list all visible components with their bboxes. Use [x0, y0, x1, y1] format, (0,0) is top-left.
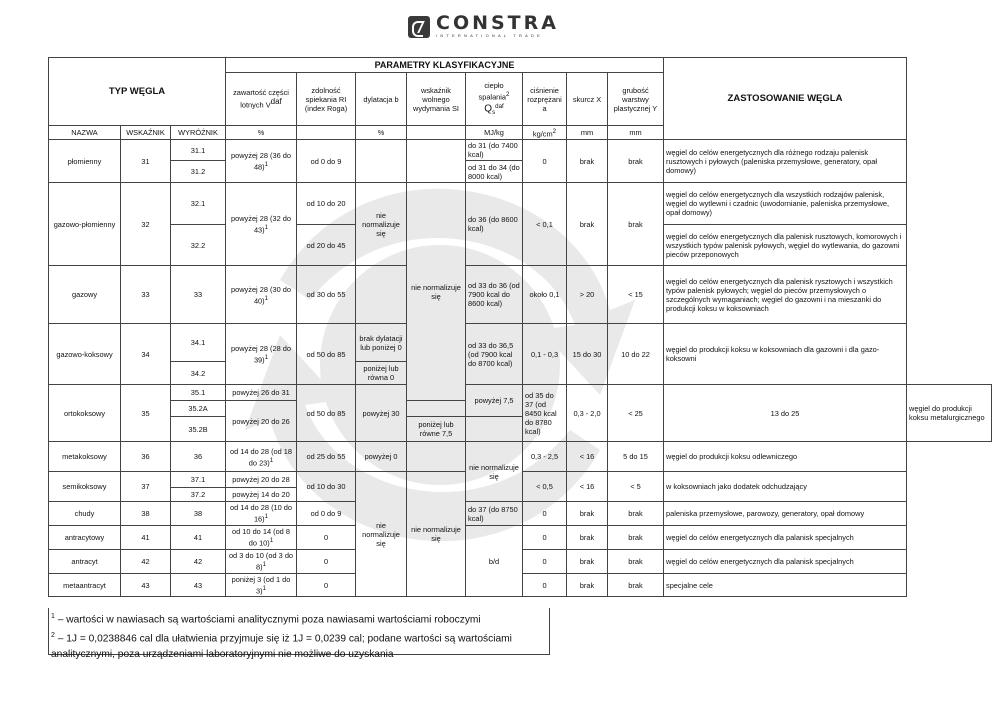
param-cisnienie: ciśnienie rozprężani a: [523, 73, 567, 126]
row-app: węgiel do celów energetycznych dla palenisk rysztowych i wszystkich typów palenisk pyłowych; węgiel do pieców przemysłowych o szczególnych wymaganiach; węgiel do gazowni i na mieszanki do produkcji koksu w koksowniach: [664, 266, 907, 324]
col-nazwa: NAZWA: [49, 126, 121, 140]
row-x: brak: [567, 140, 608, 183]
row-app: węgiel do produkcji koksu w koksowniach dla gazowni i dla gazo-koksowni: [664, 324, 907, 385]
row-wskaznik: 38: [121, 502, 171, 525]
row-name: płomienny: [49, 140, 121, 183]
row-y: brak: [608, 525, 664, 549]
row-v: poniżej 3 (od 1 do 3)$^1$: [226, 573, 297, 596]
row-wyroznik: 35.1: [171, 385, 226, 401]
row-b: nie normalizuje się: [356, 183, 407, 266]
footnote-1: $^1$ – wartości w nawiasach są wartościami analitycznymi poza nawiasami wartościami roboczymi: [51, 613, 481, 626]
footnotes: [48, 608, 550, 660]
row-wyroznik: 42: [171, 549, 226, 573]
constra-logo: [408, 14, 559, 39]
row-wskaznik: 36: [121, 442, 171, 472]
row-p: 0,3 - 2,5: [523, 442, 567, 472]
param-zdolnosc: zdolność spiekania RI (index Roga): [297, 73, 356, 126]
row-y: 10 do 22: [608, 324, 664, 385]
row-b: [356, 140, 407, 183]
row-q: do 36 (do 8600 kcal): [466, 183, 523, 266]
row-wyroznik: 43: [171, 573, 226, 596]
row-wyroznik: 35.2A: [171, 401, 226, 417]
row-wyroznik: 41: [171, 525, 226, 549]
unit-v: %: [226, 126, 297, 140]
row-name: gazowo-płomienny: [49, 183, 121, 266]
row-wskaznik: 35: [121, 385, 171, 442]
row-name: metakoksowy: [49, 442, 121, 472]
row-b: [356, 266, 407, 324]
row-si: powyżej 7,5: [466, 385, 523, 417]
row-wyroznik: 37.1: [171, 472, 226, 488]
row-p: 0: [523, 549, 567, 573]
row-y: 5 do 15: [608, 442, 664, 472]
row-v: od 10 do 14 (od 8 do 10)$^1$: [226, 525, 297, 549]
row-name: semikoksowy: [49, 472, 121, 502]
row-si: nie normalizuje się: [407, 183, 466, 401]
row-wskaznik: 41: [121, 525, 171, 549]
row-ri: 0: [297, 525, 356, 549]
row-ri: od 30 do 55: [297, 266, 356, 324]
row-x: 15 do 30: [567, 324, 608, 385]
unit-si: [407, 126, 466, 140]
row-y: brak: [608, 140, 664, 183]
row-si: [407, 442, 466, 472]
param-cieplo: ciepło spalania$^2$ $Q_s^{daf}$: [466, 73, 523, 126]
row-wskaznik: 32: [121, 183, 171, 266]
row-q: od 33 do 36,5 (od 7900 kcal do 8700 kcal): [466, 324, 523, 385]
row-v: od 14 do 28 (10 do 16)$^1$: [226, 502, 297, 525]
row-v: powyżej 28 (36 do 48)$^1$: [226, 140, 297, 183]
col-wyroznik: WYRÓŻNIK: [171, 126, 226, 140]
row-wskaznik: 42: [121, 549, 171, 573]
param-skurcz: skurcz X: [567, 73, 608, 126]
row-wyroznik: 31.1: [171, 140, 226, 161]
row-wyroznik: 34.1: [171, 324, 226, 362]
row-x: > 20: [567, 266, 608, 324]
row-si: [407, 140, 466, 183]
unit-p: $kg/cm^2$: [523, 126, 567, 140]
row-x: < 16: [567, 472, 608, 502]
row-x: brak: [567, 549, 608, 573]
typ-wegla-header: TYP WĘGLA: [49, 58, 226, 126]
row-ri: od 25 do 55: [297, 442, 356, 472]
coal-classification-table: [48, 57, 992, 597]
row-name: ortokoksowy: [49, 385, 121, 442]
row-wskaznik: 37: [121, 472, 171, 502]
row-y: 13 do 25: [664, 385, 907, 442]
row-wyroznik: 34.2: [171, 362, 226, 385]
row-p: 0: [523, 573, 567, 596]
row-x: brak: [567, 573, 608, 596]
row-p: 0,1 - 0,3: [523, 324, 567, 385]
row-y: brak: [608, 549, 664, 573]
row-y: brak: [608, 183, 664, 266]
row-b: nie normalizuje się: [356, 472, 407, 597]
row-p: 0: [523, 502, 567, 525]
row-x: brak: [567, 525, 608, 549]
row-q: do 31 (do 7400 kcal): [466, 140, 523, 161]
row-b: poniżej lub równa 0: [356, 362, 407, 385]
row-x: brak: [567, 502, 608, 525]
brand-tagline: INTERNATIONAL TRADE: [436, 33, 543, 38]
row-name: chudy: [49, 502, 121, 525]
row-wskaznik: 33: [121, 266, 171, 324]
row-name: antracyt: [49, 549, 121, 573]
footnote-2: $^2$ – 1J = 0,0238846 cal dla ułatwienia przyjmuje się iż 1J = 0,0239 cal; podane wartości są wartościami analitycznymi, poza urządzeniami laboratoryjnymi nie możliwe do uzyskania: [51, 631, 512, 660]
row-v: powyżej 28 (30 do 40)$^1$: [226, 266, 297, 324]
row-app: węgiel do celów energetycznych dla palanisk specjalnych: [664, 525, 907, 549]
row-p: < 0,5: [523, 472, 567, 502]
row-v: powyżej 26 do 31: [226, 385, 297, 401]
row-app: węgiel do celów energetycznych dla palenisk rusztowych, komorowych i wszystkich typów palenisk pyłowych, węgiel do wytlewania, do gazowni pieców przeponowych: [664, 225, 907, 266]
param-grubosc: grubość warstwy plastycznej Y: [608, 73, 664, 126]
row-wskaznik: 43: [121, 573, 171, 596]
param-wskaznik-si: wskaźnik wolnego wydymania SI: [407, 73, 466, 126]
row-app: węgiel do produkcji koksu odlewniczego: [664, 442, 907, 472]
constra-logo-icon: [408, 16, 430, 38]
row-name: gazowo-koksowy: [49, 324, 121, 385]
row-ri: od 50 do 85: [297, 324, 356, 385]
unit-x: mm: [567, 126, 608, 140]
row-name: antracytowy: [49, 525, 121, 549]
row-wyroznik: 36: [171, 442, 226, 472]
row-ri: od 20 do 45: [297, 225, 356, 266]
row-y: < 5: [608, 472, 664, 502]
row-b: brak dylatacji lub poniżej 0: [356, 324, 407, 362]
row-v: powyżej 28 (28 do 39)$^1$: [226, 324, 297, 385]
row-p: < 0,1: [523, 183, 567, 266]
row-ri: od 0 do 9: [297, 140, 356, 183]
row-x: < 16: [567, 442, 608, 472]
row-x: < 25: [608, 385, 664, 442]
row-si: poniżej lub równe 7,5: [407, 417, 466, 442]
row-ri: od 0 do 9: [297, 502, 356, 525]
row-q: od 35 do 37 (od 8450 kcal do 8780 kcal): [523, 385, 567, 442]
unit-q: MJ/kg: [466, 126, 523, 140]
row-b: powyżej 0: [356, 442, 407, 472]
row-x: brak: [567, 183, 608, 266]
param-zawartosc: zawartość części lotnych $V^{daf}$: [226, 73, 297, 126]
row-ri: 0: [297, 573, 356, 596]
row-q: od 33 do 36 (od 7900 kcal do 8600 kcal): [466, 266, 523, 324]
row-p: 0: [523, 525, 567, 549]
row-p: około 0,1: [523, 266, 567, 324]
row-name: gazowy: [49, 266, 121, 324]
row-wyroznik: 35.2B: [171, 417, 226, 442]
brand-name: CONSTRA: [436, 12, 559, 34]
row-wskaznik: 34: [121, 324, 171, 385]
row-wyroznik: 32.2: [171, 225, 226, 266]
row-app: węgiel do celów energetycznych dla palanisk specjalnych: [664, 549, 907, 573]
col-wskaznik: WSKAŹNIK: [121, 126, 171, 140]
unit-y: mm: [608, 126, 664, 140]
row-app: węgiel do produkcji koksu metalurgicznego: [907, 385, 992, 442]
row-ri: 0: [297, 549, 356, 573]
row-b: powyżej 30: [356, 385, 407, 442]
row-v: powyżej 14 do 20: [226, 488, 297, 502]
row-ri: od 50 do 85: [297, 385, 356, 442]
row-q: nie normalizuje się: [466, 442, 523, 502]
row-wyroznik: 31.2: [171, 161, 226, 183]
row-name: metaantracyt: [49, 573, 121, 596]
zastosowanie-header: ZASTOSOWANIE WĘGLA: [664, 58, 907, 140]
row-p: 0,3 - 2,0: [567, 385, 608, 442]
row-q: b/d: [466, 525, 523, 596]
row-wyroznik: 38: [171, 502, 226, 525]
row-app: specjalne cele: [664, 573, 907, 596]
row-app: paleniska przemysłowe, parowozy, generatory, opał domowy: [664, 502, 907, 525]
row-y: brak: [608, 573, 664, 596]
row-ri: od 10 do 20: [297, 183, 356, 225]
row-app: w koksowniach jako dodatek odchudzający: [664, 472, 907, 502]
row-wyroznik: 33: [171, 266, 226, 324]
row-si: nie normalizuje się: [407, 472, 466, 597]
row-wskaznik: 31: [121, 140, 171, 183]
row-app: węgiel do celów energetycznych dla różnego rodzaju palenisk rusztowych i pyłowych (paleniska przemysłowe, generatory, opał domowy): [664, 140, 907, 183]
row-q: od 31 do 34 (do 8000 kcal): [466, 161, 523, 183]
row-q: do 37 (do 8750 kcal): [466, 502, 523, 525]
row-v: od 3 do 10 (od 3 do 8)$^1$: [226, 549, 297, 573]
row-v: powyżej 20 do 28: [226, 472, 297, 488]
unit-b: %: [356, 126, 407, 140]
row-app: węgiel do celów energetycznych dla wszystkich rodzajów palenisk, węgiel do wytlewni i czadnic (uwodornianie, paleniska przemysłowe, opał domowy): [664, 183, 907, 225]
unit-ri: [297, 126, 356, 140]
row-ri: od 10 do 30: [297, 472, 356, 502]
parametry-header: PARAMETRY KLASYFIKACYJNE: [226, 58, 664, 73]
row-y: brak: [608, 502, 664, 525]
row-v: powyżej 20 do 26: [226, 401, 297, 442]
row-p: 0: [523, 140, 567, 183]
row-y: < 15: [608, 266, 664, 324]
row-v: powyżej 28 (32 do 43)$^1$: [226, 183, 297, 266]
param-dylatacja: dylatacja b: [356, 73, 407, 126]
row-v: od 14 do 28 (od 18 do 23)$^1$: [226, 442, 297, 472]
row-wyroznik: 37.2: [171, 488, 226, 502]
row-wyroznik: 32.1: [171, 183, 226, 225]
